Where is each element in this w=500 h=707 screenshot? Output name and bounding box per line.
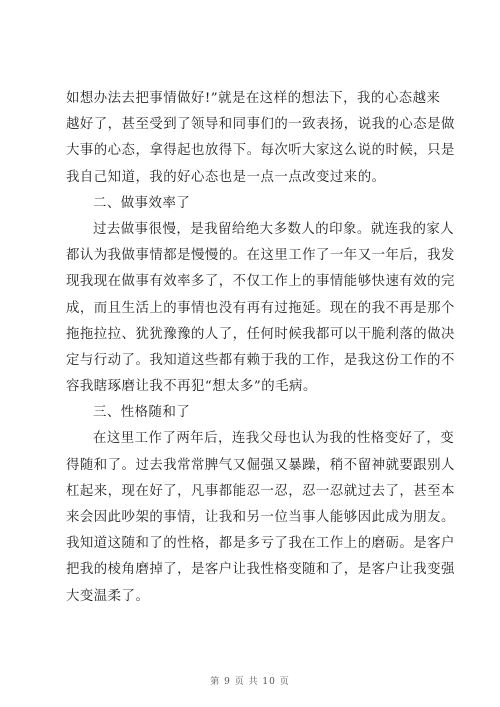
document-body — [66, 86, 455, 610]
text-line: 越好了，甚至受到了领导和同事们的一致表扬，说我的心态是做 — [66, 117, 455, 133]
text-line: 把我的棱角磨掉了，是客户让我性格变随和了，是客户让我变强 — [66, 562, 455, 578]
text-line: 成，而且生活上的事情也没有再有过拖延。现在的我不再是那个 — [66, 300, 455, 316]
text-line: 我知道这随和了的性格，都是多亏了我在工作上的磨砺。是客户 — [66, 536, 455, 552]
text-line: 杠起来，现在好了，凡事都能忍一忍，忍一忍就过去了，甚至本 — [66, 483, 455, 499]
text-line: 在这里工作了两年后，连我父母也认为我的性格变好了，变 — [93, 431, 455, 447]
text-line: 定与行动了。我知道这些都有赖于我的工作，是我这份工作的不 — [66, 352, 455, 368]
text-line: 如想办法去把事情做好!”就是在这样的想法下，我的心态越来 — [66, 91, 441, 106]
text-line: 三、性格随和了 — [93, 405, 191, 421]
text-line: 得随和了。过去我常常脾气又倔强又暴躁，稍不留神就要跟别人 — [66, 457, 455, 473]
text-line: 容我瞎琢磨让我不再犯“想太多”的毛病。 — [66, 379, 317, 395]
text-line: 我自己知道，我的好心态也是一点一点改变过来的。 — [66, 169, 386, 185]
text-line: 拖拖拉拉、犹犹豫豫的人了，任何时候我都可以干脆利落的做决 — [66, 326, 455, 342]
text-line: 过去做事很慢，是我留给绝大多数人的印象。就连我的家人 — [93, 221, 455, 237]
text-line: 二、做事效率了 — [93, 195, 191, 211]
page-footer: 第 9 页 共 10 页 — [210, 677, 290, 687]
text-line: 都认为我做事情都是慢慢的。在这里工作了一年又一年后，我发 — [66, 248, 455, 264]
text-line: 大变温柔了。 — [66, 588, 150, 604]
text-line: 现我现在做事有效率多了，不仅工作上的事情能够快速有效的完 — [66, 274, 455, 290]
text-line: 来会因此吵架的事情，让我和另一位当事人能够因此成为朋友。 — [66, 510, 455, 525]
text-line: 大事的心态，拿得起也放得下。每次听大家这么说的时候，只是 — [66, 143, 455, 159]
